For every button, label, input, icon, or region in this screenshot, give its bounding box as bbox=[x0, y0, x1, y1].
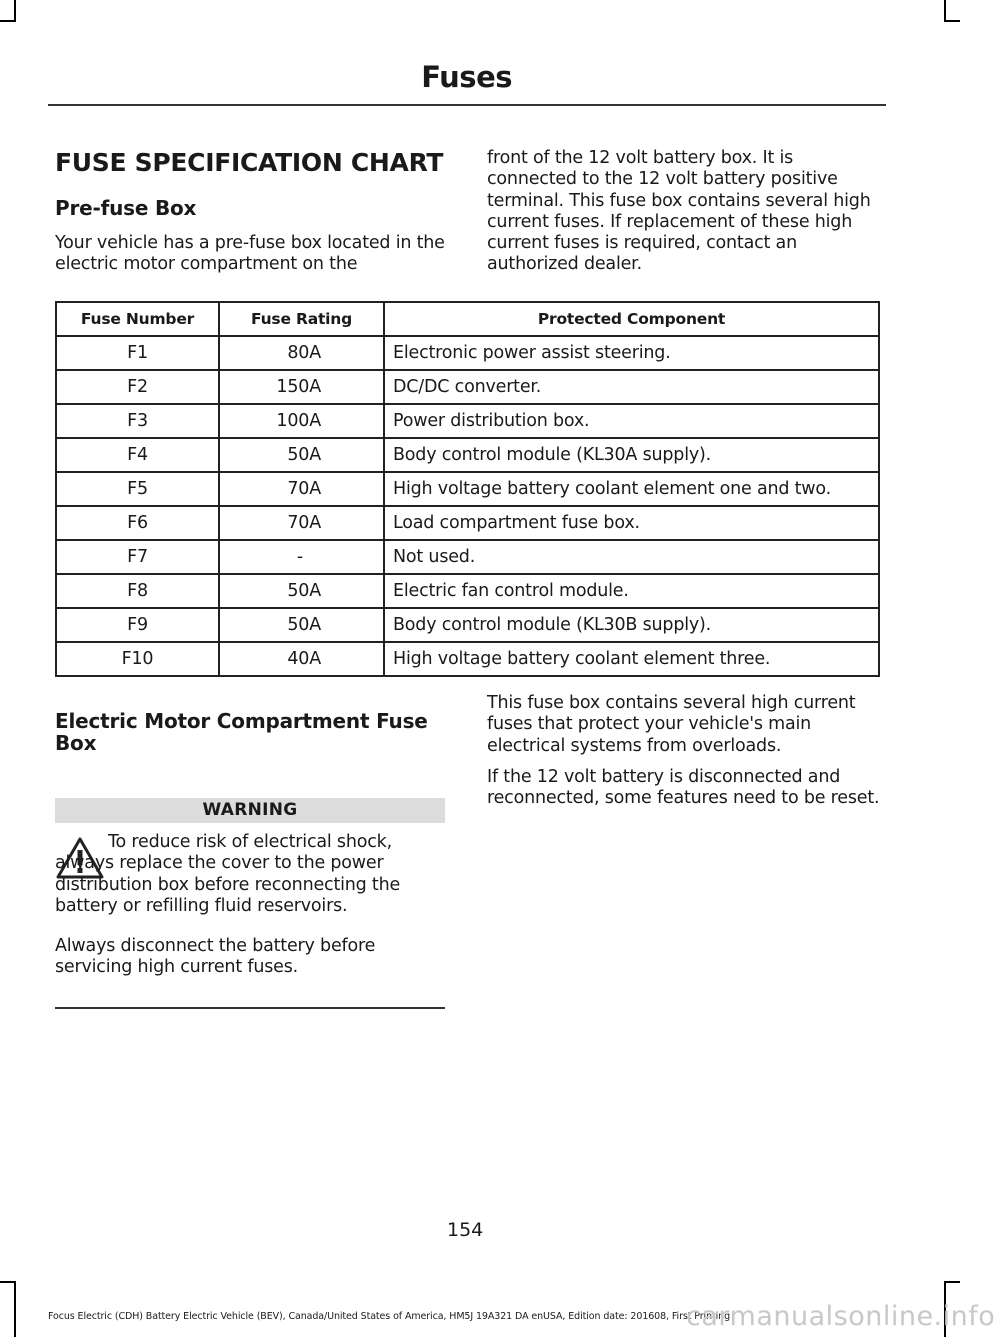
table-row bbox=[56, 506, 879, 540]
protected-component: High voltage battery coolant element three. bbox=[384, 642, 879, 676]
table-row bbox=[56, 574, 879, 608]
compartment-paragraph-2: If the 12 volt battery is disconnected and reconnected, some features need to be reset. bbox=[487, 766, 880, 809]
fuse-number: F3 bbox=[56, 404, 219, 438]
fuse-number: F4 bbox=[56, 438, 219, 472]
fuse-rating: 80A bbox=[219, 336, 384, 370]
table-row bbox=[56, 438, 879, 472]
right-column-intro bbox=[487, 148, 882, 276]
fuse-number: F9 bbox=[56, 608, 219, 642]
fuse-number: F10 bbox=[56, 642, 219, 676]
fuse-rating: 70A bbox=[219, 506, 384, 540]
footer-edition-info: Focus Electric (CDH) Battery Electric Vehicle (BEV), Canada/United States of America, HM5J 19A321 DA enUSA, Edition date: 201608, First Printing bbox=[48, 1311, 731, 1322]
table-row bbox=[56, 336, 879, 370]
right-column-compartment bbox=[487, 693, 882, 809]
crop-mark-top-left-h bbox=[0, 20, 16, 22]
watermark: carmanualsonline.info bbox=[686, 1301, 995, 1332]
fuse-number: F5 bbox=[56, 472, 219, 506]
table-row bbox=[56, 540, 879, 574]
section-title: FUSE SPECIFICATION CHART bbox=[55, 148, 444, 177]
crop-mark-bottom-left bbox=[14, 1281, 16, 1337]
fuse-rating: 50A bbox=[219, 438, 384, 472]
crop-mark-bottom-left-h bbox=[0, 1281, 16, 1283]
header-fuse-number: Fuse Number bbox=[56, 302, 219, 336]
fuse-number: F8 bbox=[56, 574, 219, 608]
warning-label: WARNING bbox=[55, 798, 445, 823]
protected-component: Power distribution box. bbox=[384, 404, 879, 438]
fuse-number: F6 bbox=[56, 506, 219, 540]
table-row bbox=[56, 642, 879, 676]
warning-text: To reduce risk of electrical shock, always replace the cover to the power distribution box before reconnecting the battery or refilling fluid reservoirs. bbox=[55, 832, 401, 916]
header-fuse-rating: Fuse Rating bbox=[219, 302, 384, 336]
crop-mark-top-right bbox=[944, 0, 946, 22]
fuse-number: F1 bbox=[56, 336, 219, 370]
header-rule bbox=[48, 104, 886, 106]
protected-component: Load compartment fuse box. bbox=[384, 506, 879, 540]
fuse-number: F7 bbox=[56, 540, 219, 574]
table-row bbox=[56, 608, 879, 642]
fuse-rating: 70A bbox=[219, 472, 384, 506]
fuse-rating: 50A bbox=[219, 574, 384, 608]
compartment-title: Electric Motor Compartment Fuse Box bbox=[55, 709, 428, 755]
compartment-title-block bbox=[55, 710, 450, 754]
fuse-rating: 150A bbox=[219, 370, 384, 404]
warning-body bbox=[55, 832, 450, 979]
page-number: 154 bbox=[447, 1219, 484, 1241]
protected-component: Electric fan control module. bbox=[384, 574, 879, 608]
crop-mark-top-left bbox=[14, 0, 16, 22]
table-header-row bbox=[56, 302, 879, 336]
header-protected-component: Protected Component bbox=[384, 302, 879, 336]
table-row bbox=[56, 370, 879, 404]
crop-mark-bottom-right-h bbox=[944, 1281, 960, 1283]
fuse-rating: - bbox=[219, 540, 384, 574]
subsection-title: Pre-fuse Box bbox=[55, 196, 197, 220]
protected-component: Body control module (KL30A supply). bbox=[384, 438, 879, 472]
page-header-title: Fuses bbox=[421, 60, 512, 94]
fuse-rating: 100A bbox=[219, 404, 384, 438]
protected-component: High voltage battery coolant element one and two. bbox=[384, 472, 879, 506]
protected-component: Body control module (KL30B supply). bbox=[384, 608, 879, 642]
compartment-paragraph-1: This fuse box contains several high current fuses that protect your vehicle's main electrical systems from overloads. bbox=[487, 693, 856, 756]
fuse-rating: 50A bbox=[219, 608, 384, 642]
left-column-intro bbox=[55, 148, 450, 276]
table-row bbox=[56, 472, 879, 506]
intro-paragraph: Your vehicle has a pre-fuse box located in the electric motor compartment on the bbox=[55, 233, 445, 275]
warning-text-secondary: Always disconnect the battery before servicing high current fuses. bbox=[55, 936, 376, 978]
fuse-spec-table bbox=[55, 301, 880, 677]
protected-component: Electronic power assist steering. bbox=[384, 336, 879, 370]
protected-component: DC/DC converter. bbox=[384, 370, 879, 404]
fuse-number: F2 bbox=[56, 370, 219, 404]
fuse-rating: 40A bbox=[219, 642, 384, 676]
warning-rule bbox=[55, 1007, 445, 1009]
table-row bbox=[56, 404, 879, 438]
intro-paragraph-continued: front of the 12 volt battery box. It is connected to the 12 volt battery positive terminal. This fuse box contains several high current fuses. If replacement of these high current fuses is required, contact an authorized dealer. bbox=[487, 148, 871, 275]
protected-component: Not used. bbox=[384, 540, 879, 574]
crop-mark-top-right-h bbox=[944, 20, 960, 22]
